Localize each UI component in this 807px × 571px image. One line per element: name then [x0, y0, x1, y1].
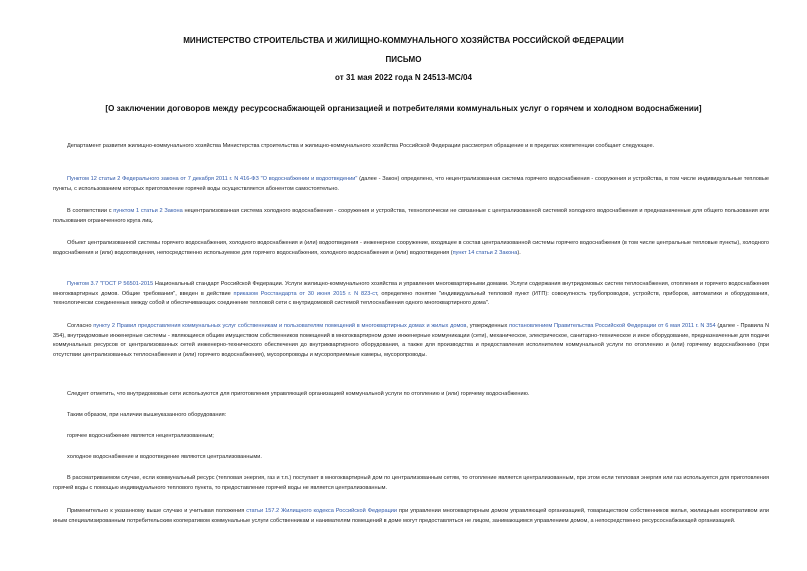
doc-subject-heading: [О заключении договоров между ресурсоснабжающей организацией и потребителями коммунальных услуг о горячем и холодном водоснабжении] — [105, 104, 702, 113]
paragraph-5 — [53, 280, 769, 309]
paragraph-6-text-1: Согласно — [67, 323, 94, 329]
paragraph-5-text-2: , определено понятие "индивидуальный тепловой пункт (ИТП): совокупность трубопроводов, устройств, приборов, автоматики и оборудования, технологически соединенных между собой и обеспечивающих соединение тепловой сети с внутридомовой системой теплоснабжения одного многоквартирного дома". — [53, 290, 769, 307]
paragraph-1: Департамент развития жилищно-коммунального хозяйства Министерства строительства и жилищно-коммунального хозяйства Российской Федерации рассмотрел обращение и в пределах компетенции сообщает следующее. — [67, 143, 655, 149]
paragraph-6 — [53, 322, 769, 360]
doc-date-heading: от 31 мая 2022 года N 24513-МС/04 — [334, 73, 472, 82]
government-decree-link[interactable]: постановлением Правительства Российской Федерации от 6 мая 2011 г. N 354 — [509, 323, 716, 329]
housing-code-link[interactable]: статьи 157.2 Жилищного кодекса Российской Федерации — [246, 508, 398, 514]
paragraph-12 — [53, 507, 769, 526]
rosstandart-order-link[interactable]: приказом Росстандарта от 30 июня 2015 г. N 823-ст — [233, 290, 377, 297]
paragraph-4-text-2: ). — [517, 249, 521, 256]
paragraph-11: В рассматриваемом случае, если коммунальный ресурс (тепловая энергия, газ и т.п.) поступает в многоквартирный дом по централизованным сетям, то отопление является централизованным, при этом если тепловая энергия или газ используется для приготовления горячей воды с помощью индивидуального теплового пункта, то предоставление горячей воды не является централизованным. — [53, 475, 769, 491]
paragraph-8: Таким образом, при наличии вышеуказанного оборудования: — [67, 412, 227, 418]
law-article-2-p1-link[interactable]: пунктом 1 статьи 2 Закона — [113, 208, 183, 214]
law-416-link[interactable]: Пунктом 12 статьи 2 Федерального закона от 7 декабря 2011 г. N 416-ФЗ "О водоснабжении и водоотведении" — [67, 176, 358, 182]
paragraph-4 — [53, 239, 769, 258]
paragraph-7: Следует отметить, что внутридомовые сети используются для приготовления управляющей организацией коммунальной услуги по отоплению и (или) горячему водоснабжению. — [67, 391, 530, 397]
paragraph-10: холодное водоснабжение и водоотведение являются централизованными. — [67, 454, 262, 460]
doc-type-heading: ПИСЬМО — [385, 55, 422, 64]
law-article-2-p14-link[interactable]: пункт 14 статьи 2 Закона — [452, 249, 518, 256]
paragraph-12-text-1: Применительно к указанному выше случаю и учитывая положения — [67, 508, 247, 514]
paragraph-5-text-1: Национальный стандарт Российской Федерации. Услуги жилищно-коммунального хозяйства и управления многоквартирными домами. Услуги содержания внутридомовых систем теплоснабжения, отопления и горячего водоснабжения многоквартирных домов. Общие требования", введен в действие — [53, 281, 769, 297]
gost-56501-link[interactable]: Пунктом 3.7 "ГОСТ Р 56501-2015 — [67, 281, 154, 287]
paragraph-3 — [53, 207, 769, 226]
rules-354-link[interactable]: пункту 2 Правил предоставления коммунальных услуг собственникам и пользователям помещений в многоквартирных домах и жилых домов — [93, 323, 467, 329]
paragraph-4-text-1: Объект централизованной системы горячего водоснабжения, холодного водоснабжения и (или) водоотведения - инженерное сооружение, входящее в состав централизованной системы горячего водоснабжения (в том числе центральные тепловые пункты), холодного водоснабжения и (или) водоотведения, непосредственно используемое для горячего водоснабжения, холодного водоснабжения и (или) водоотведения ( — [53, 240, 769, 256]
paragraph-2 — [53, 175, 769, 194]
paragraph-3-text-1: В соответствии с — [67, 208, 114, 214]
paragraph-2-text: (далее - Закон) определено, что нецентрализованная система горячего водоснабжения - сооружения и устройства, в том числе индивидуальные тепловые пункты, с использованием которых приготовление горячей воды осуществляется абонентом самостоятельно. — [53, 176, 770, 192]
ministry-heading: МИНИСТЕРСТВО СТРОИТЕЛЬСТВА И ЖИЛИЩНО-КОММУНАЛЬНОГО ХОЗЯЙСТВА РОССИЙСКОЙ ФЕДЕРАЦИИ — [183, 36, 624, 45]
paragraph-9: горячее водоснабжение является нецентрализованным; — [67, 433, 214, 439]
paragraph-12-text-2: при управлении многоквартирным домом управляющей организацией, товариществом собственников жилья, жилищным кооперативом или иным специализированным потребительским кооперативом коммунальные услуги собственникам и нанимателям помещений в доме могут предоставляться не лицом, занимающимся управлением домом, а непосредственно ресурсоснабжающей организацией. — [53, 508, 769, 524]
paragraph-3-text-2: нецентрализованная система холодного водоснабжения - сооружения и устройства, технологически не связанные с централизованной системой холодного водоснабжения и предназначенные для общего пользования или пользования ограниченного круга лиц. — [53, 208, 770, 224]
paragraph-6-text-2: , утвержденных — [466, 323, 510, 329]
paragraph-6-text-3: (далее - Правила N 354), внутридомовые инженерные системы - являющиеся общим имуществом собственников помещений в многоквартирном доме инженерные коммуникации (сети), механическое, электрическое, санитарно-техническое и иное оборудование, предназначенные для подачи коммунальных ресурсов от централизованных сетей инженерно-технического обеспечения до внутриквартирного оборудования, а также для производства и предоставления исполнителем коммунальной услуги по отоплению и (или) горячему водоснабжению (при отсутствии централизованных теплоснабжения и (или) горячего водоснабжения), мусоропроводы и мусороприемные камеры, мусоропроводы. — [53, 323, 770, 358]
